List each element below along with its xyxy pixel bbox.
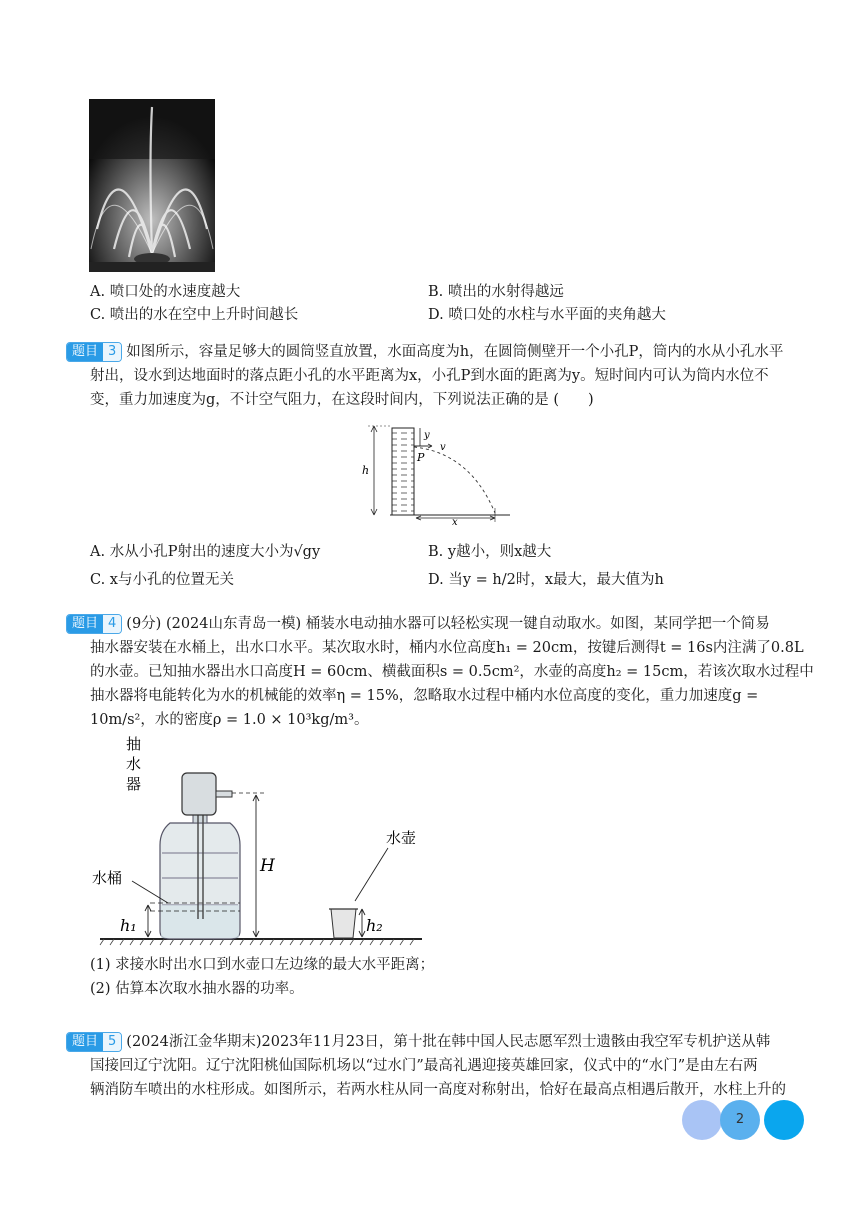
q2-option-a: A. 喷口处的水速度越大: [90, 284, 241, 300]
bucket-label: 水桶: [92, 869, 123, 887]
h1-label: h₁: [120, 916, 137, 935]
q5-line-2: 国接回辽宁沈阳。辽宁沈阳桃仙国际机场以“过水门”最高礼遇迎接英雄回家，仪式中的“水门”是由左右两: [90, 1058, 758, 1074]
fountain-photo: [89, 99, 215, 272]
q4-line-4: 抽水器将电能转化为水的机械能的效率η = 15%，忽略取水过程中桶内水位高度的变化，重力加速度g =: [90, 688, 759, 704]
q3-line-3: 变，重力加速度为g，不计空气阻力，在这段时间内，下列说法正确的是 ( ): [90, 392, 594, 408]
q4-line-2: 抽水器安装在水桶上，出水口水平。某次取水时，桶内水位高度h₁ = 20cm，按键后测得t = 16s内注满了0.8L: [90, 640, 804, 656]
q2-option-c: C. 喷出的水在空中上升时间越长: [90, 307, 299, 323]
q3-option-b: B. y越小，则x越大: [428, 544, 552, 560]
q3-line-1: 题目 3 如图所示，容量足够大的圆筒竖直放置，水面高度为h，在圆筒侧壁开一个小孔P，筒内的水从小孔水平: [66, 342, 783, 362]
h2-label: h₂: [366, 916, 383, 935]
page-deco-circle-right: [764, 1100, 804, 1140]
q2-option-d: D. 喷口处的水柱与水平面的夹角越大: [428, 307, 666, 323]
q3-option-d: D. 当y = h/2时，x最大，最大值为h: [428, 572, 664, 588]
q4-line-3: 的水壶。已知抽水器出水口高度H = 60cm、横截面积s = 0.5cm²，水壶的高度h₂ = 15cm，若该次取水过程中: [90, 664, 814, 680]
q4-line-1: 题目 4 (9分) (2024山东青岛一模) 桶装水电动抽水器可以轻松实现一键自动取水。如图，某同学把一个简易: [66, 614, 770, 634]
kettle-label: 水壶: [386, 829, 417, 847]
q4-tag: 题目 4: [66, 614, 122, 634]
q3-label-v: v: [440, 442, 446, 453]
q3-label-x: x: [452, 517, 458, 528]
q3-label-y: y: [424, 430, 430, 441]
q5-line-1: 题目 5 (2024浙江金华期末)2023年11月23日，第十批在韩中国人民志愿军烈士遗骸由我空军专机护送从韩: [66, 1032, 770, 1052]
page-deco-circle-left: [682, 1100, 722, 1140]
pump-label-1: 抽: [126, 735, 142, 753]
q3-option-a: A. 水从小孔P射出的速度大小为√gy: [90, 544, 321, 560]
q3-cylinder-diagram: [360, 418, 520, 528]
q3-label-p: P: [417, 451, 425, 464]
q3-line-2: 射出，设水到达地面时的落点距小孔的水平距离为x，小孔P到水面的距离为y。短时间内可认为筒内水位不: [90, 368, 769, 384]
q3-label-h: h: [362, 464, 370, 477]
q5-line-3: 辆消防车喷出的水柱形成。如图所示，若两水柱从同一高度对称射出，恰好在最高点相遇后散开，水柱上升的: [90, 1082, 786, 1098]
q3-option-c: C. x与小孔的位置无关: [90, 572, 234, 588]
q4-sub-2: (2) 估算本次取水抽水器的功率。: [90, 981, 304, 997]
q5-tag: 题目 5: [66, 1032, 122, 1052]
q4-line-5: 10m/s²，水的密度ρ = 1.0 × 10³kg/m³。: [90, 712, 369, 728]
pump-label-2: 水: [126, 755, 142, 773]
q4-pump-diagram: [90, 733, 430, 948]
q4-sub-1: (1) 求接水时出水口到水壶口左边缘的最大水平距离；: [90, 957, 435, 973]
pump-label-3: 器: [126, 775, 142, 793]
page-number: 2: [720, 1100, 760, 1140]
q3-tag: 题目 3: [66, 342, 122, 362]
q2-option-b: B. 喷出的水射得越远: [428, 284, 564, 300]
H-label: H: [260, 856, 275, 876]
